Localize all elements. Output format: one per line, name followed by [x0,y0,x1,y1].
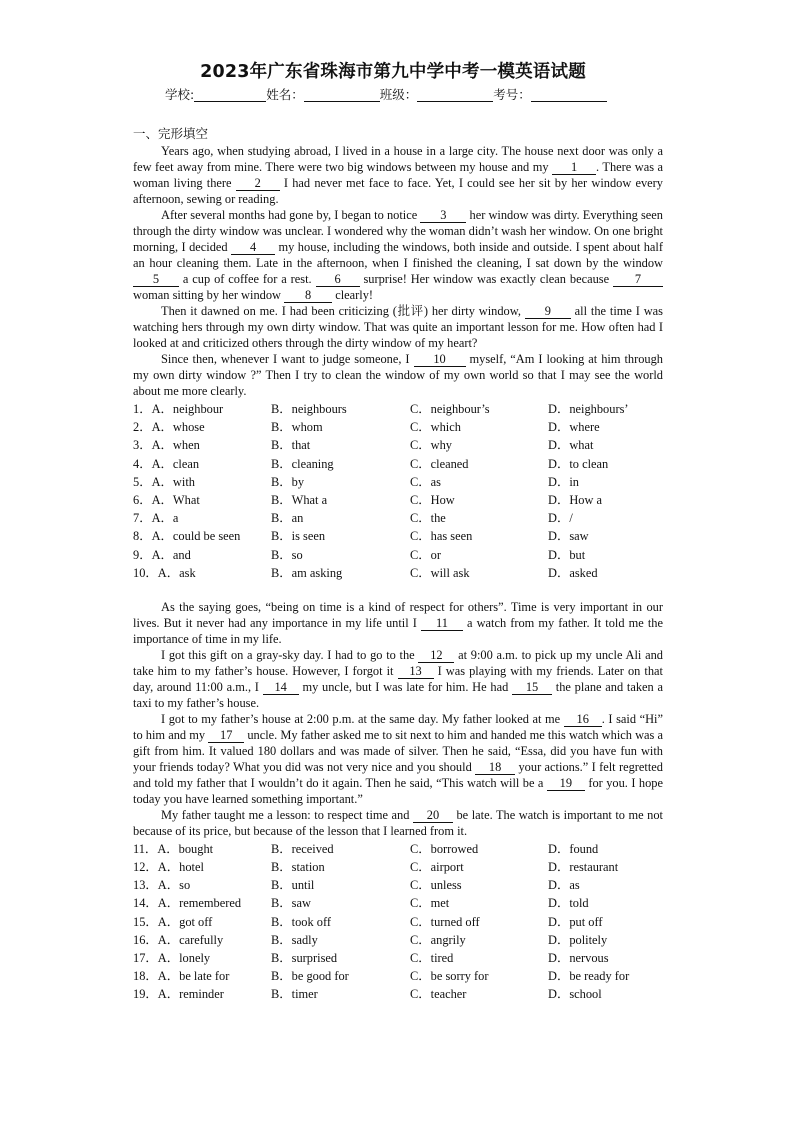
question-options-row [133,491,663,509]
option-a[interactable]: 4．A．clean [133,456,200,471]
option-d[interactable]: D．school [548,987,602,1002]
question-options-row [133,564,663,582]
option-b[interactable]: B．What a [271,492,328,507]
option-d[interactable]: D．found [548,841,599,856]
option-b[interactable]: B．by [271,474,305,489]
option-c[interactable]: C．neighbour’s [410,402,490,416]
option-c[interactable]: C．which [410,420,461,435]
blank-7[interactable]: 7 [613,273,663,287]
passage-2-paragraph-4: My father taught me a lesson: to respect time and 20 be late. The watch is important to me not because of its price, but because of the lesson that I learned from it. [133,807,663,838]
page-title: 2023年广东省珠海市第九中学中考一模英语试题 [200,62,586,82]
option-b[interactable]: B．saw [271,896,311,911]
option-d[interactable]: D．politely [548,932,608,947]
question-options-row [133,400,663,418]
option-d[interactable]: D．but [548,547,586,562]
option-a[interactable]: 1．A．neighbour [133,402,224,416]
passage-2 [133,599,663,839]
option-a[interactable]: 18．A．be late for [133,969,230,984]
blank-19[interactable]: 19 [547,777,585,791]
option-c[interactable]: C．tired [410,951,454,965]
exam-page [133,58,663,1004]
option-b[interactable]: B．neighbours [271,402,347,416]
question-options-row [133,967,663,985]
blank-9[interactable]: 9 [525,305,571,319]
class-field[interactable] [417,87,493,102]
blank-13[interactable]: 13 [398,665,434,679]
question-options-row [133,913,663,931]
blank-11[interactable]: 11 [421,617,463,631]
school-label: 学校: [165,87,195,102]
option-d[interactable]: D．neighbours’ [548,402,629,416]
question-options-row [133,436,663,454]
option-d[interactable]: D．told [548,896,589,911]
option-a[interactable]: 7．A．a [133,511,179,526]
passage-2-paragraph-2: I got this gift on a gray-sky day. I had to go to the 12 at 9:00 a.m. to pick up my uncle Ali and take him to my father’s house. However, I forgot it 13 I was playing with my friends. Later on that day, around 11:00 a.m., I 14 my uncle, but I was late for him. He had 15 the plane and taken a taxi to my father’s house. [133,647,663,710]
option-c[interactable]: C．unless [410,878,462,893]
question-options-row [133,985,663,1003]
exam-no-label: 考号： [493,87,531,102]
question-options-row [133,527,663,545]
school-field[interactable] [194,87,266,102]
blank-6[interactable]: 6 [316,273,360,287]
question-options-row [133,418,663,436]
option-d[interactable]: D．what [548,438,594,453]
option-a[interactable]: 8．A．could be seen [133,529,241,544]
option-c[interactable]: C．as [410,474,441,489]
question-options-row [133,473,663,491]
blank-4[interactable]: 4 [231,241,275,255]
question-options-row [133,840,663,858]
student-info-line [165,85,663,107]
name-field[interactable] [304,87,380,102]
option-d[interactable]: D．put off [548,914,603,929]
option-c[interactable]: C．why [410,438,452,453]
option-d[interactable]: D．where [548,420,600,435]
name-label: 姓名： [266,87,304,102]
question-options-row [133,894,663,912]
option-d[interactable]: D．as [548,878,580,893]
blank-20[interactable]: 20 [413,809,453,823]
question-options-row [133,546,663,564]
option-b[interactable]: B．timer [271,987,318,1002]
blank-2[interactable]: 2 [236,177,280,191]
options-group-1 [133,400,663,582]
option-d[interactable]: D．be ready for [548,969,630,984]
option-c[interactable]: C．will ask [410,565,470,580]
option-a[interactable]: 11．A．bought [133,841,214,856]
option-b[interactable]: B．took off [271,914,332,929]
class-label: 班级： [379,87,418,102]
question-options-row [133,931,663,949]
option-b[interactable]: B．an [271,511,304,526]
option-d[interactable]: D．in [548,474,579,489]
option-b[interactable]: B．that [271,438,311,453]
passage-1-paragraph-1: Years ago, when studying abroad, I lived in a house in a large city. The house next door was only a few feet away from mine. There were two big windows between my house and my 1 . There was a woman living there 2 I had never met face to face. Yet, I could see her sit by her window every afternoon, sewing or reading. [133,144,664,206]
option-c[interactable]: C．has seen [410,529,473,544]
option-c[interactable]: C．teacher [410,987,467,1002]
blank-18[interactable]: 18 [475,761,515,775]
option-d[interactable]: D．saw [548,529,589,544]
question-options-row [133,949,663,967]
option-c[interactable]: C．met [410,896,450,911]
blank-14[interactable]: 14 [263,681,299,695]
option-b[interactable]: B．so [271,547,303,562]
option-a[interactable]: 14．A．remembered [133,896,242,911]
option-c[interactable]: C．airport [410,860,464,875]
option-d[interactable]: D．nervous [548,951,609,965]
options-group-2 [133,840,663,1004]
option-a[interactable]: 2．A．whose [133,420,205,435]
option-a[interactable]: 19．A．reminder [133,987,224,1002]
blank-16[interactable]: 16 [564,713,602,727]
option-a[interactable]: 3．A．when [133,438,200,453]
option-d[interactable]: D．asked [548,565,598,580]
option-c[interactable]: C．be sorry for [410,969,489,984]
option-b[interactable]: B．cleaning [271,456,334,471]
blank-10[interactable]: 10 [414,353,466,367]
passage-2-paragraph-1: As the saying goes, “being on time is a kind of respect for others”. Time is very important in our lives. But it never had any importance in my life until I 11 a watch from my father. It told me the importance of time in my life. [133,599,663,646]
blank-17[interactable]: 17 [208,729,244,743]
option-b[interactable]: B．until [271,878,315,893]
option-c[interactable]: C．angrily [410,932,466,947]
passage-1 [133,143,663,399]
blank-15[interactable]: 15 [512,681,552,695]
passage-2-paragraph-3: I got to my father’s house at 2:00 p.m. at the same day. My father looked at me 16 . I said “Hi” to him and my 17 uncle. My father asked me to sit next to him and handed me this watch which was a gift from him. It valued 180 dollars and was made of silver. Then he said, “Essa, did you have fun with your friends today? What you did was not very nice and you should 18 your actions.” I felt regretted and told my father that I wouldn’t do it again. Then he said, “This watch will be a 19 for you. I hope today you have learned something important.” [133,711,664,806]
passage-1-paragraph-2: After several months had gone by, I began to notice 3 her window was dirty. Everything seen through the dirty window was unclear. I wondered why the woman didn’t wash her window. On one bright morning, I decided 4 my house, including the windows, both inside and outside. I spent about half an hour cleaning them. Late in the afternoon, when I finished the cleaning, I sat down by the window 5 a cup of coffee for a rest. 6 surprise! Her window was exactly clean because 7 woman sitting by her window 8 clearly! [133,208,663,302]
passage-1-paragraph-4: Since then, whenever I want to judge someone, I 10 myself, “Am I looking at him through my own dirty window ?” Then I try to clean the window of my own world so that I may see the world about me more clearly. [133,352,663,398]
question-options-row [133,858,663,876]
option-c[interactable]: C．borrowed [410,841,479,856]
blank-3[interactable]: 3 [420,209,466,223]
option-b[interactable]: B．is seen [271,529,326,544]
blank-8[interactable]: 8 [284,289,332,303]
option-a[interactable]: 17．A．lonely [133,951,211,965]
option-a[interactable]: 6．A．What [133,492,200,507]
option-d[interactable]: D．to clean [548,456,609,471]
option-b[interactable]: B．whom [271,420,323,435]
option-c[interactable]: C．How [410,492,455,507]
option-b[interactable]: B．station [271,860,325,875]
option-c[interactable]: C．or [410,547,441,562]
option-a[interactable]: 16．A．carefully [133,932,224,947]
option-c[interactable]: C．turned off [410,914,480,929]
option-a[interactable]: 10．A．ask [133,565,196,580]
section-heading: 一、完形填空 [133,126,209,141]
option-a[interactable]: 12．A．hotel [133,860,204,875]
option-a[interactable]: 13．A．so [133,878,191,893]
option-a[interactable]: 15．A．got off [133,914,213,929]
option-b[interactable]: B．received [271,841,334,856]
option-b[interactable]: B．sadly [271,932,318,947]
option-c[interactable]: C．cleaned [410,456,469,471]
blank-12[interactable]: 12 [418,649,454,663]
option-d[interactable]: D．restaurant [548,860,619,875]
blank-5[interactable]: 5 [133,273,179,287]
question-options-row [133,455,663,473]
blank-1[interactable]: 1 [552,161,596,175]
question-options-row [133,876,663,894]
option-d[interactable]: D．/ [548,511,573,526]
option-a[interactable]: 9．A．and [133,547,191,562]
option-b[interactable]: B．am asking [271,565,343,580]
option-c[interactable]: C．the [410,511,446,526]
option-b[interactable]: B．be good for [271,969,349,984]
option-b[interactable]: B．surprised [271,951,338,965]
question-options-row [133,509,663,527]
exam-no-field[interactable] [531,87,607,102]
option-d[interactable]: D．How a [548,492,603,507]
option-a[interactable]: 5．A．with [133,474,195,489]
passage-1-paragraph-3: Then it dawned on me. I had been criticizing (批评) her dirty window, 9 all the time I was watching hers through my own dirty window. That was quite an important lesson for me. How often had I looked at and criticized others through the dirty window of my heart? [133,304,663,350]
